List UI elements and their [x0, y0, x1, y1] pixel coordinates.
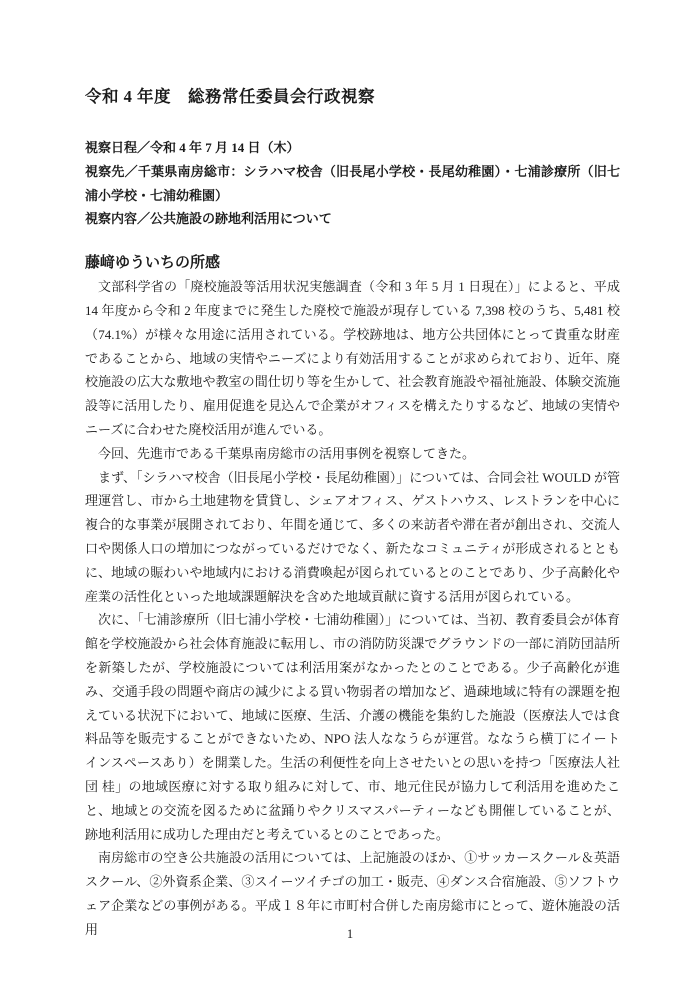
meta-schedule: 視察日程／令和 4 年 7 月 14 日（木） — [85, 140, 300, 155]
meta-topic: 視察内容／公共施設の跡地利活用について — [85, 211, 332, 227]
document-title: 令和 4 年度 総務常任委員会行政視察 — [85, 87, 375, 106]
page-number: 1 — [346, 927, 354, 941]
body-paragraph: 次に、「七浦診療所（旧七浦小学校・七浦幼稚園）」については、当初、教育委員会が体育館を学校施設から社会体育施設に転用し、市の消防防災課でグラウンドの一部に消防団詰所を新築したが、学校施設については利活用案がなかったとのことである。少子高齢化が進み、交通手段の問題や商店の減少による買い物弱者の増加など、過疎地域に特有の課題を抱えている状況下において、地域に医療、生活、介護の機能を集約した施設（医療法人では食料品等を販売することができないため、NPO 法人ななうらが運営。ななうら横丁にイートインスペースあり）を開業した。生活の利便性を向上させたいとの思いを持つ「医療法人社団 桂」の地域医療に対する取り組みに対して、市、地元住民が協力して利活用を進めたこと、地域との交流を図るために盆踊りやクリスマスパーティーなども開催していることが、跡地利活用に成功した理由だと考えているとのことであった。 — [85, 612, 620, 842]
document-body — [85, 275, 620, 941]
body-paragraph: 今回、先進市である千葉県南房総市の活用事例を視察してきた。 — [98, 445, 476, 461]
meta-block — [85, 136, 620, 231]
section-heading: 藤﨑ゆういちの所感 — [85, 255, 221, 272]
body-paragraph: 南房総市の空き公共施設の活用については、上記施設のほか、①サッカースクール＆英語スクール、②外資系企業、③スイーツイチゴの加工・販売、④ダンス合宿施設、⑤ソフトウェア企業などの事例がある。平成１８年に市町村合併した南房総市にとって、遊休施設の活用 — [85, 850, 620, 937]
body-paragraph: 文部科学省の「廃校施設等活用状況実態調査（令和 3 年 5 月 1 日現在）」によると、平成 14 年度から令和 2 年度までに発生した廃校で施設が現存している 7,398 校のうち、5,481 校（74.1%）が様々な用途に活用されている。学校跡地は、地方公共団体にとって貴重な財産であることから、地域の実情やニーズにより有効活用することが求められており、近年、廃校施設の広大な敷地や教室の間仕切り等を生かして、社会教育施設や福祉施設、体験交流施設等に活用したり、雇用促進を見込んで企業がオフィスを構えたりするなど、地域の実情やニーズに合わせた廃校活用が進んでいる。 — [85, 279, 620, 437]
meta-destination: 視察先／千葉県南房総市：シラハマ校舎（旧長尾小学校・長尾幼稚園）・七浦診療所（旧七浦小学校・七浦幼稚園） — [85, 163, 620, 203]
body-paragraph: まず、「シラハマ校舎（旧長尾小学校・長尾幼稚園）」については、合同会社 WOULD が管理運営し、市から土地建物を賃貸し、シェアオフィス、ゲストハウス、レストランを中心に複合的な事業が展開されており、年間を通じて、多くの来訪者や滞在者が創出され、交流人口や関係人口の増加につながっているだけでなく、新たなコミュニティが形成されるとともに、地域の賑わいや地域内における消費喚起が図られているとのことであり、少子高齢化や産業の活性化といった地域課題解決を含めた地域貢献に資する活用が図られている。 — [85, 469, 620, 604]
